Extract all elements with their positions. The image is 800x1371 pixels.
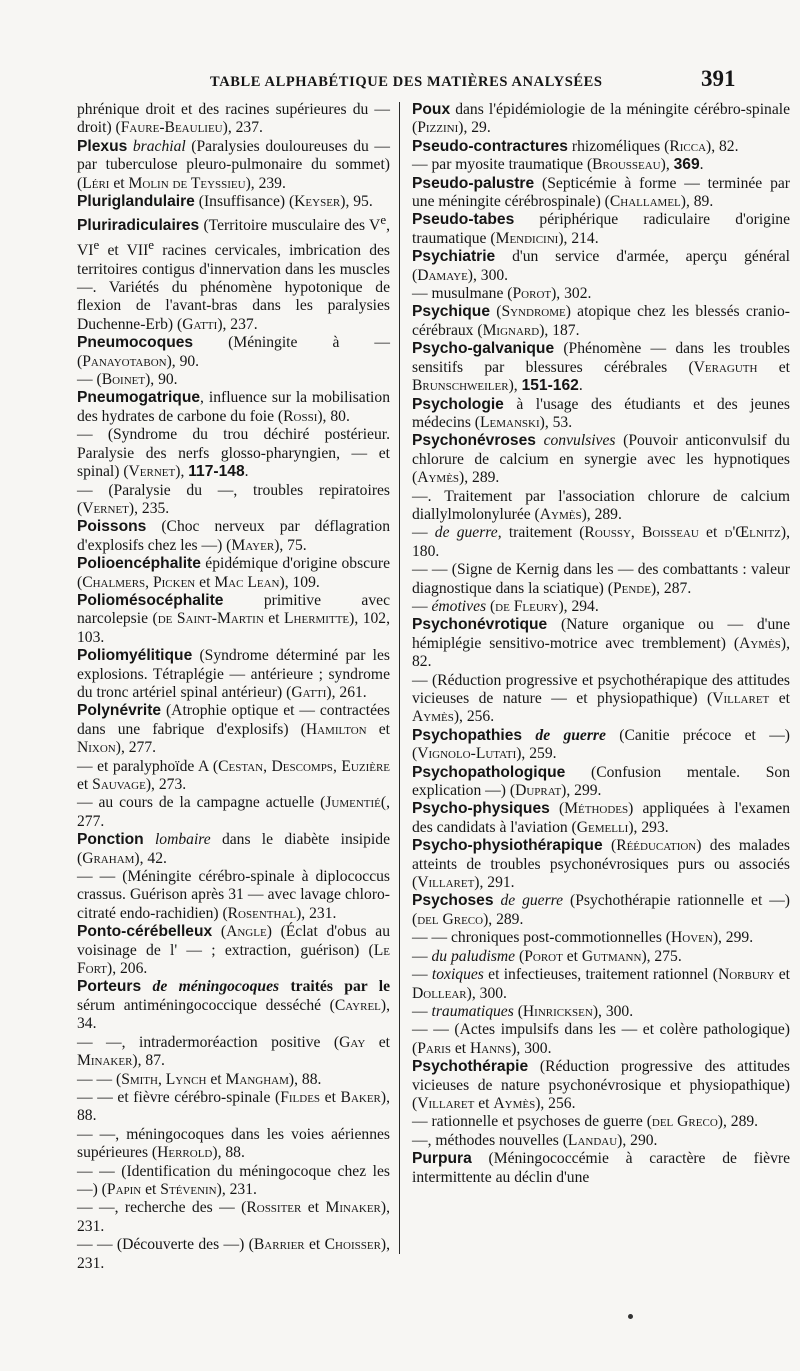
index-entry: Polioencéphalite épidémique d'origine obscure (Chalmers, Picken et Mac Lean), 109. xyxy=(77,555,390,591)
index-entry: Pneumogatrique, influence sur la mobilisation des hydrates de carbone du foie (Rossi), 80. xyxy=(77,389,390,425)
index-entry: Poissons (Choc nerveux par déflagration d'explosifs chez les —) (Mayer), 75. xyxy=(77,518,390,554)
index-entry: — et paralyphoïde A (Cestan, Descomps, Euzière et Sauvage), 273. xyxy=(77,757,391,793)
index-entry: — —, recherche des — (Rossiter et Minaker), 231. xyxy=(77,1199,390,1235)
header-title: TABLE ALPHABÉTIQUE DES MATIÈRES ANALYSÉES xyxy=(210,74,603,90)
index-entry: — — (Identification du méningocoque chez les —) (Papin et Stévenin), 231. xyxy=(77,1162,390,1198)
index-entry: —, méthodes nouvelles (Landau), 290. xyxy=(412,1131,658,1149)
index-entry: — — chroniques post-commotionnelles (Hoven), 299. xyxy=(412,929,754,947)
index-entry: — — (Méningite cérébro-spinale à diplococcus crassus. Guérison après 31 — avec lavage chloro-citraté endo-rachidien) (Rosenthal), 231. xyxy=(77,868,390,922)
index-entry: phrénique droit et des racines supérieures du — droit) (Faure-Beaulieu), 237. xyxy=(77,101,390,137)
index-entry: Psychonévroses convulsives (Pouvoir anticonvulsif du chlorure de calcium en synergie avec les hypnotiques (Aymès), 289. xyxy=(412,432,790,487)
index-entry: Pluriradiculaires (Territoire musculaire des Ve, VIe et VIIe racines cervicales, imbrication des territoires contigus d'innervation dans les muscles —. Variétés du phénomène hypotonique de flexion de l'avant-bras dans les paralysies Duchenne-Erb) (Gatti), 237. xyxy=(77,212,390,333)
index-entry: Poliomésocéphalite primitive avec narcolepsie (de Saint-Martin et Lhermitte), 102, 103. xyxy=(77,591,391,646)
index-entry: — par myosite traumatique (Brousseau), 369. xyxy=(412,156,704,174)
index-entry: Psychique (Syndrome) atopique chez les blessés cranio-cérébraux (Mignard), 187. xyxy=(412,303,790,339)
index-entry: Psychologie à l'usage des étudiants et des jeunes médecins (Lemanski), 53. xyxy=(412,395,790,431)
index-entry: — — (Découverte des —) (Barrier et Choisser), 231. xyxy=(77,1236,390,1272)
index-entry: Poux dans l'épidémiologie de la méningite cérébro-spinale (Pizzini), 29. xyxy=(412,101,790,137)
index-entry: — — (Actes impulsifs dans les — et colère pathologique) (Paris et Hanns), 300. xyxy=(412,1021,790,1057)
index-entry: Psycho-physiothérapique (Rééducation) des malades atteints de troubles psychonévrosiques purs ou associés (Villaret), 291. xyxy=(412,837,791,892)
index-entry: Psychopathologique (Confusion mentale. Son explication —) (Duprat), 299. xyxy=(412,763,790,800)
index-entry: — toxiques et infectieuses, traitement rationnel (Norbury et Dollear), 300. xyxy=(412,966,790,1002)
index-entry: Polynévrite (Atrophie optique et — contractées dans une fabrique d'explosifs) (Hamilton et Nixon), 277. xyxy=(77,702,390,757)
page-number: 391 xyxy=(701,66,736,91)
index-entry: — émotives (de Fleury), 294. xyxy=(412,597,599,615)
index-entry: — (Réduction progressive et psychothérapique des attitudes vicieuses de nature — et physiopathique) (Villaret et Aymès), 256. xyxy=(412,671,791,726)
ink-dot xyxy=(628,1314,633,1319)
index-entry: — au cours de la campagne actuelle (Jumentié(, 277. xyxy=(77,794,390,830)
index-entry: — traumatiques (Hinricksen), 300. xyxy=(412,1002,634,1020)
index-entry: Psychonévrotique (Nature organique ou — d'une hémiplégie sensitivo-motrice avec tremblement) (Aymès), 82. xyxy=(412,616,790,671)
index-entry: — (Paralysie du —, troubles repiratoires (Vernet), 235. xyxy=(77,481,390,517)
index-entry: Pseudo-tabes périphérique radiculaire d'origine traumatique (Mendicini), 214. xyxy=(412,211,790,247)
index-entry: Poliomyélitique (Syndrome déterminé par les explosions. Tétraplégie — antérieure ; syndrome du tronc artériel spinal antérieur) (Gatti), 261. xyxy=(77,647,390,701)
index-entry: — (Syndrome du trou déchiré postérieur. Paralysie des nerfs glosso-pharyngien, — et spinal) (Vernet), 117-148. xyxy=(77,426,390,481)
index-entry: Psychopathies de guerre (Canitie précoce et —) (Vignolo-Lutati), 259. xyxy=(412,726,790,763)
index-entry: Porteurs de méningocoques traités par le sérum antiméningococcique desséché (Cayrel), 34. xyxy=(77,978,391,1033)
index-entry: —. Traitement par l'association chlorure de calcium diallylmolonylurée (Aymès), 289. xyxy=(412,487,790,523)
index-entry: — (Boinet), 90. xyxy=(77,371,178,389)
index-entry: Psychothérapie (Réduction progressive des attitudes vicieuses de nature psychonévrosique et physiopathique) (Villaret et Aymès), 256. xyxy=(412,1058,790,1112)
index-entry: — —, intradermoréaction positive (Gay et Minaker), 87. xyxy=(77,1033,390,1070)
index-entry: Pneumocoques (Méningite à — (Panayotabon), 90. xyxy=(77,334,390,370)
index-entry: Psycho-physiques (Méthodes) appliquées à l'examen des candidats à l'aviation (Gemelli), 293. xyxy=(412,800,790,836)
index-entry: Psycho-galvanique (Phénomène — dans les troubles sensitifs par blessures cérébrales (Veraguth et Brunschweiler), 151-162. xyxy=(412,340,790,395)
index-entry: — rationnelle et psychoses de guerre (del Greco), 289. xyxy=(412,1113,759,1131)
left-column xyxy=(77,101,390,1273)
index-entry: Pseudo-palustre (Septicémie à forme — terminée par une méningite cérébrospinale) (Challamel), 89. xyxy=(412,174,790,211)
index-entry: — musulmane (Porot), 302. xyxy=(412,285,592,303)
index-entry: — — et fièvre cérébro-spinale (Fildes et Baker), 88. xyxy=(77,1088,390,1125)
index-entry: Ponto-cérébelleux (Angle) (Éclat d'obus au voisinage de l' — ; extraction, guérison) (Le Fort), 206. xyxy=(77,923,390,978)
index-entry: Ponction lombaire dans le diabète insipide (Graham), 42. xyxy=(77,831,390,867)
index-entry: — de guerre, traitement (Roussy, Boisseau et d'Œlnitz), 180. xyxy=(412,524,790,560)
index-entry: Plexus brachial (Paralysies douloureuses du — par tuberculose pleuro-pulmonaire du sommet) (Léri et Molin de Teyssieu), 239. xyxy=(77,137,390,192)
right-column xyxy=(412,101,790,1187)
running-header xyxy=(0,62,800,92)
index-entry: Pluriglandulaire (Insuffisance) (Keyser), 95. xyxy=(77,193,373,211)
index-entry: — du paludisme (Porot et Gutmann), 275. xyxy=(412,947,682,965)
index-entry: — — (Smith, Lynch et Mangham), 88. xyxy=(77,1070,322,1088)
index-entry: Psychoses de guerre (Psychothérapie rationnelle et —) (del Greco), 289. xyxy=(412,892,790,928)
index-entry: Pseudo-contractures rhizoméliques (Ricca), 82. xyxy=(412,137,739,155)
index-entry: Purpura (Méningococcémie à caractère de fièvre intermittente au déclin d'une xyxy=(412,1150,790,1186)
index-entry: Psychiatrie d'un service d'armée, aperçu général (Damaye), 300. xyxy=(412,248,790,284)
column-divider xyxy=(399,102,400,1254)
index-entry: — —, méningocoques dans les voies aériennes supérieures (Herrold), 88. xyxy=(77,1125,390,1162)
index-entry: — — (Signe de Kernig dans les — des combattants : valeur diagnostique dans la sciatique) (Pende), 287. xyxy=(412,561,790,597)
